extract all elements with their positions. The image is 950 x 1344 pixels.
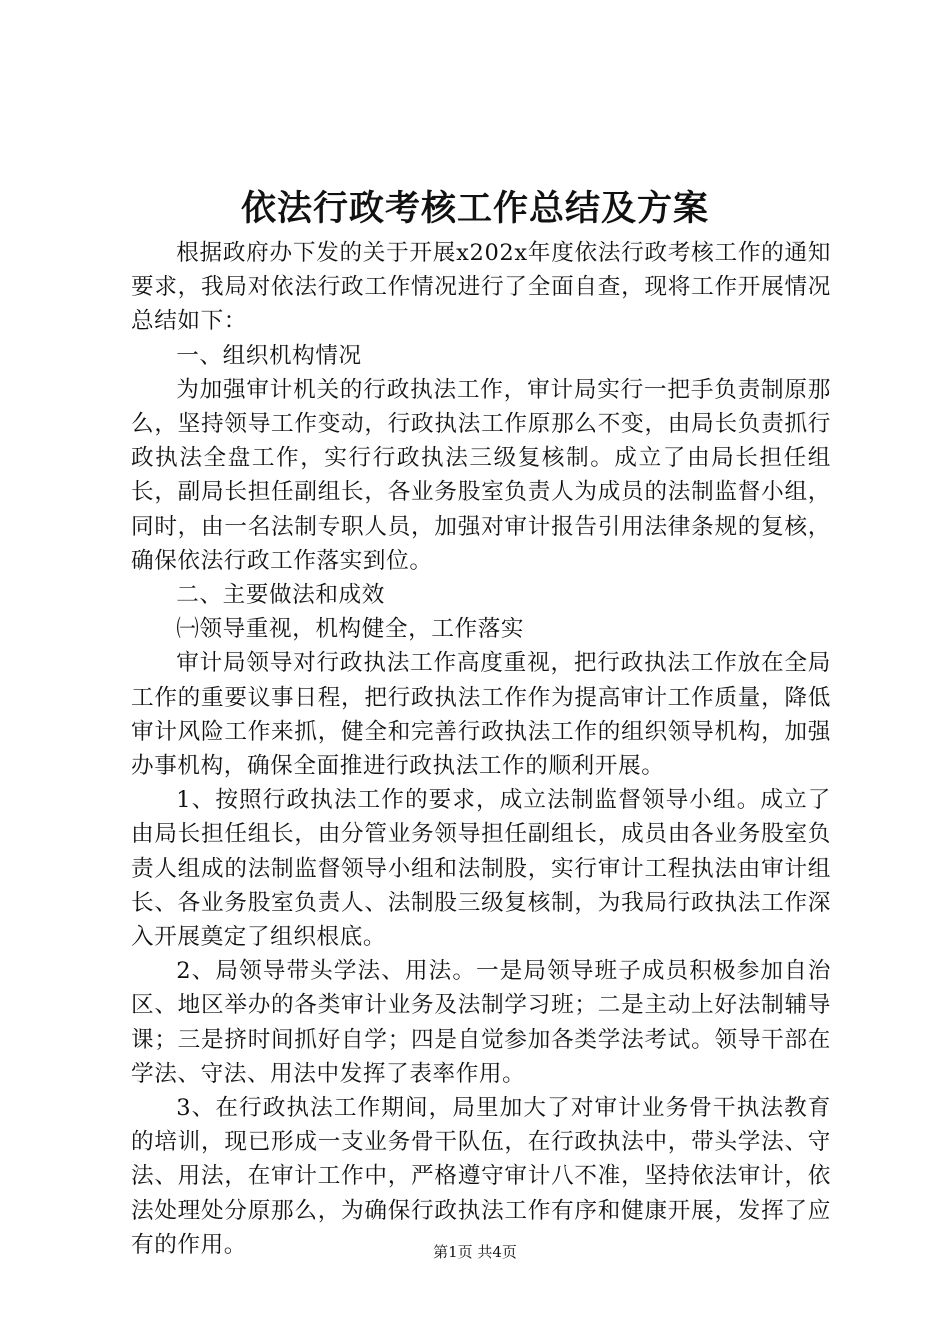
paragraph-leadership: 审计局领导对行政执法工作高度重视，把行政执法工作放在全局工作的重要议事日程，把行政执法工作作为提高审计工作质量，降低审计风险工作来抓，健全和完善行政执法工作的组织领导机构，加强办事机构，确保全面推进行政执法工作的顺利开展。 [131,650,831,780]
paragraph-item-1: 1、按照行政执法工作的要求，成立法制监督领导小组。成立了由局长担任组长，由分管业务领导担任副组长，成员由各业务股室负责人组成的法制监督领导小组和法制股，实行审计工程执法由审计组长、各业务股室负责人、法制股三级复核制，为我局行政执法工作深入开展奠定了组织根底。 [131,787,831,951]
paragraph-item-2: 2、局领导带头学法、用法。一是局领导班子成员积极参加自治区、地区举办的各类审计业务及法制学习班；二是主动上好法制辅导课；三是挤时间抓好自学；四是自觉参加各类学法考试。领导干部在学法、守法、用法中发挥了表率作用。 [131,958,831,1087]
page-number-footer: 第1页 共4页 [433,1243,517,1261]
document-title: 依法行政考核工作总结及方案 [240,188,709,229]
paragraph-intro: 根据政府办下发的关于开展x202x年度依法行政考核工作的通知要求，我局对依法行政工作情况进行了全面自查，现将工作开展情况总结如下： [131,240,831,335]
heading-section-2: 二、主要做法和成效 [176,582,385,609]
heading-section-1: 一、组织机构情况 [176,342,362,369]
subheading-leadership: ㈠领导重视，机构健全，工作落实 [176,616,525,643]
document-body [131,236,831,1262]
paragraph-item-3: 3、在行政执法工作期间，局里加大了对审计业务骨干执法教育的培训，现已形成一支业务骨干队伍，在行政执法中，带头学法、守法、用法，在审计工作中，严格遵守审计八不准，坚持依法审计，依法处理处分原那么，为确保行政执法工作有序和健康开展，发挥了应有的作用。 [131,1095,831,1258]
paragraph-organization: 为加强审计机关的行政执法工作，审计局实行一把手负责制原那么，坚持领导工作变动，行政执法工作原那么不变，由局长负责抓行政执法全盘工作，实行行政执法三级复核制。成立了由局长担任组长，副局长担任副组长，各业务股室负责人为成员的法制监督小组，同时，由一名法制专职人员，加强对审计报告引用法律条规的复核，确保依法行政工作落实到位。 [131,376,831,574]
